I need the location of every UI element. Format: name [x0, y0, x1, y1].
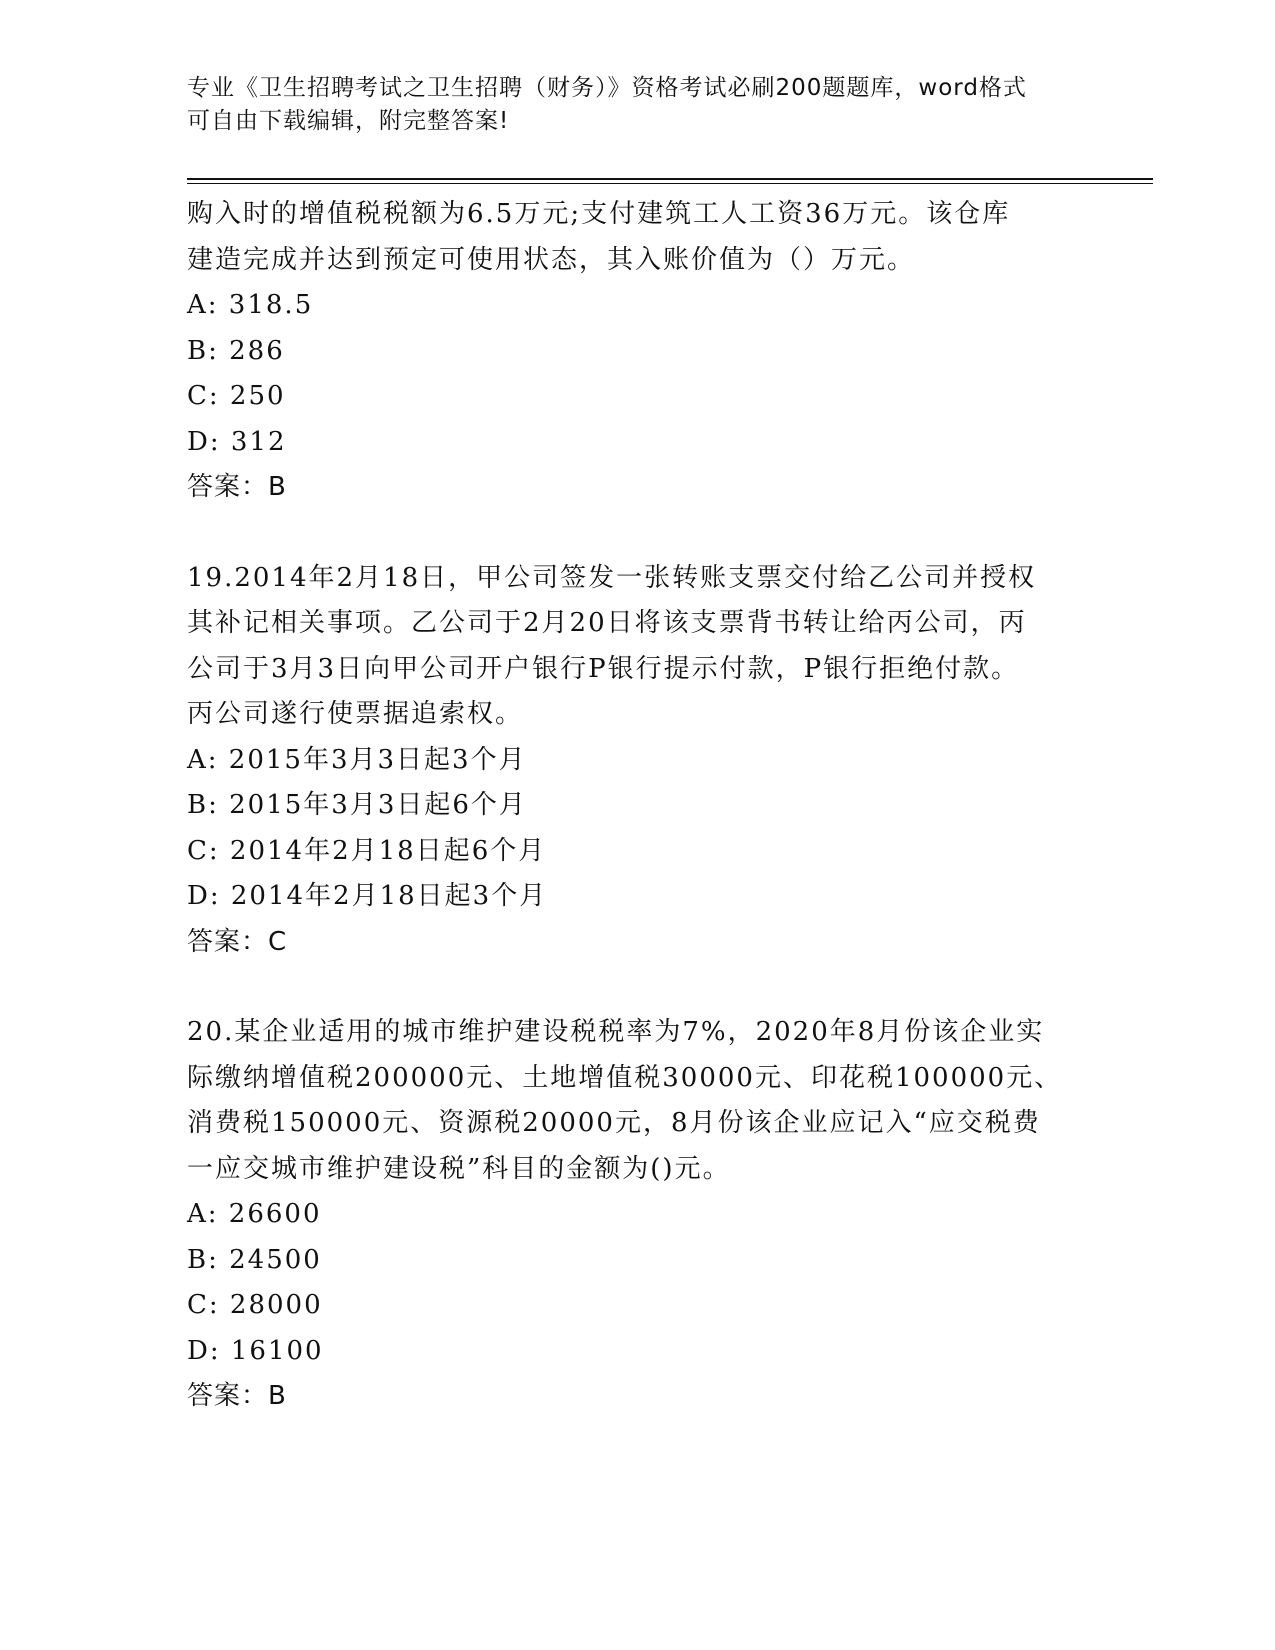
option-d: D: 312 [187, 426, 287, 457]
document-body [187, 192, 1087, 1420]
answer: 答案：B [187, 1381, 287, 1411]
question-text-line: 19.2014年2月18日，甲公司签发一张转账支票交付给乙公司并授权 [187, 562, 1037, 593]
question-20 [187, 1010, 1087, 1420]
question-text-line: 消费税150000元、资源税20000元，8月份该企业应记入“应交税费 [187, 1108, 1041, 1138]
option-b: B: 24500 [187, 1244, 322, 1275]
question-text-line: 际缴纳增值税200000元、土地增值税30000元、印花税100000元、 [187, 1062, 1063, 1093]
question-text-line: 其补记相关事项。乙公司于2月20日将该支票背书转让给丙公司，丙 [187, 608, 1027, 638]
answer: 答案：B [187, 472, 287, 502]
option-d: D: 16100 [187, 1335, 324, 1366]
question-text-line: 公司于3月3日向甲公司开户银行P银行提示付款，P银行拒绝付款。 [187, 653, 1020, 684]
option-a: A: 318.5 [187, 290, 314, 320]
question-text-line: 丙公司遂行使票据追索权。 [187, 699, 524, 729]
document-header [187, 72, 1067, 138]
question-text-line: 建造完成并达到预定可使用状态，其入账价值为（）万元。 [187, 244, 916, 275]
option-d: D: 2014年2月18日起3个月 [187, 881, 548, 911]
option-a: A: 26600 [187, 1199, 322, 1229]
option-a: A: 2015年3月3日起3个月 [187, 744, 527, 775]
header-line-1: 专业《卫生招聘考试之卫生招聘（财务）》资格考试必刷200题题库，word格式 [187, 75, 1027, 101]
question-19 [187, 556, 1087, 966]
option-b: B: 2015年3月3日起6个月 [187, 790, 527, 820]
option-c: C: 2014年2月18日起6个月 [187, 835, 547, 866]
answer: 答案：C [187, 926, 288, 957]
option-b: B: 286 [187, 335, 285, 366]
option-c: C: 250 [187, 381, 286, 411]
question-18 [187, 192, 1087, 511]
header-line-2: 可自由下载编辑，附完整答案! [187, 108, 510, 134]
header-rule-thin [187, 183, 1153, 184]
header-rule-thick [187, 178, 1153, 180]
question-text-line: 20.某企业适用的城市维护建设税税率为7%，2020年8月份该企业实 [187, 1017, 1045, 1047]
question-text-line: 一应交城市维护建设税”科目的金额为()元。 [187, 1153, 731, 1184]
question-text-line: 购入时的增值税税额为6.5万元;支付建筑工人工资36万元。该仓库 [187, 199, 1011, 229]
option-c: C: 28000 [187, 1290, 323, 1320]
